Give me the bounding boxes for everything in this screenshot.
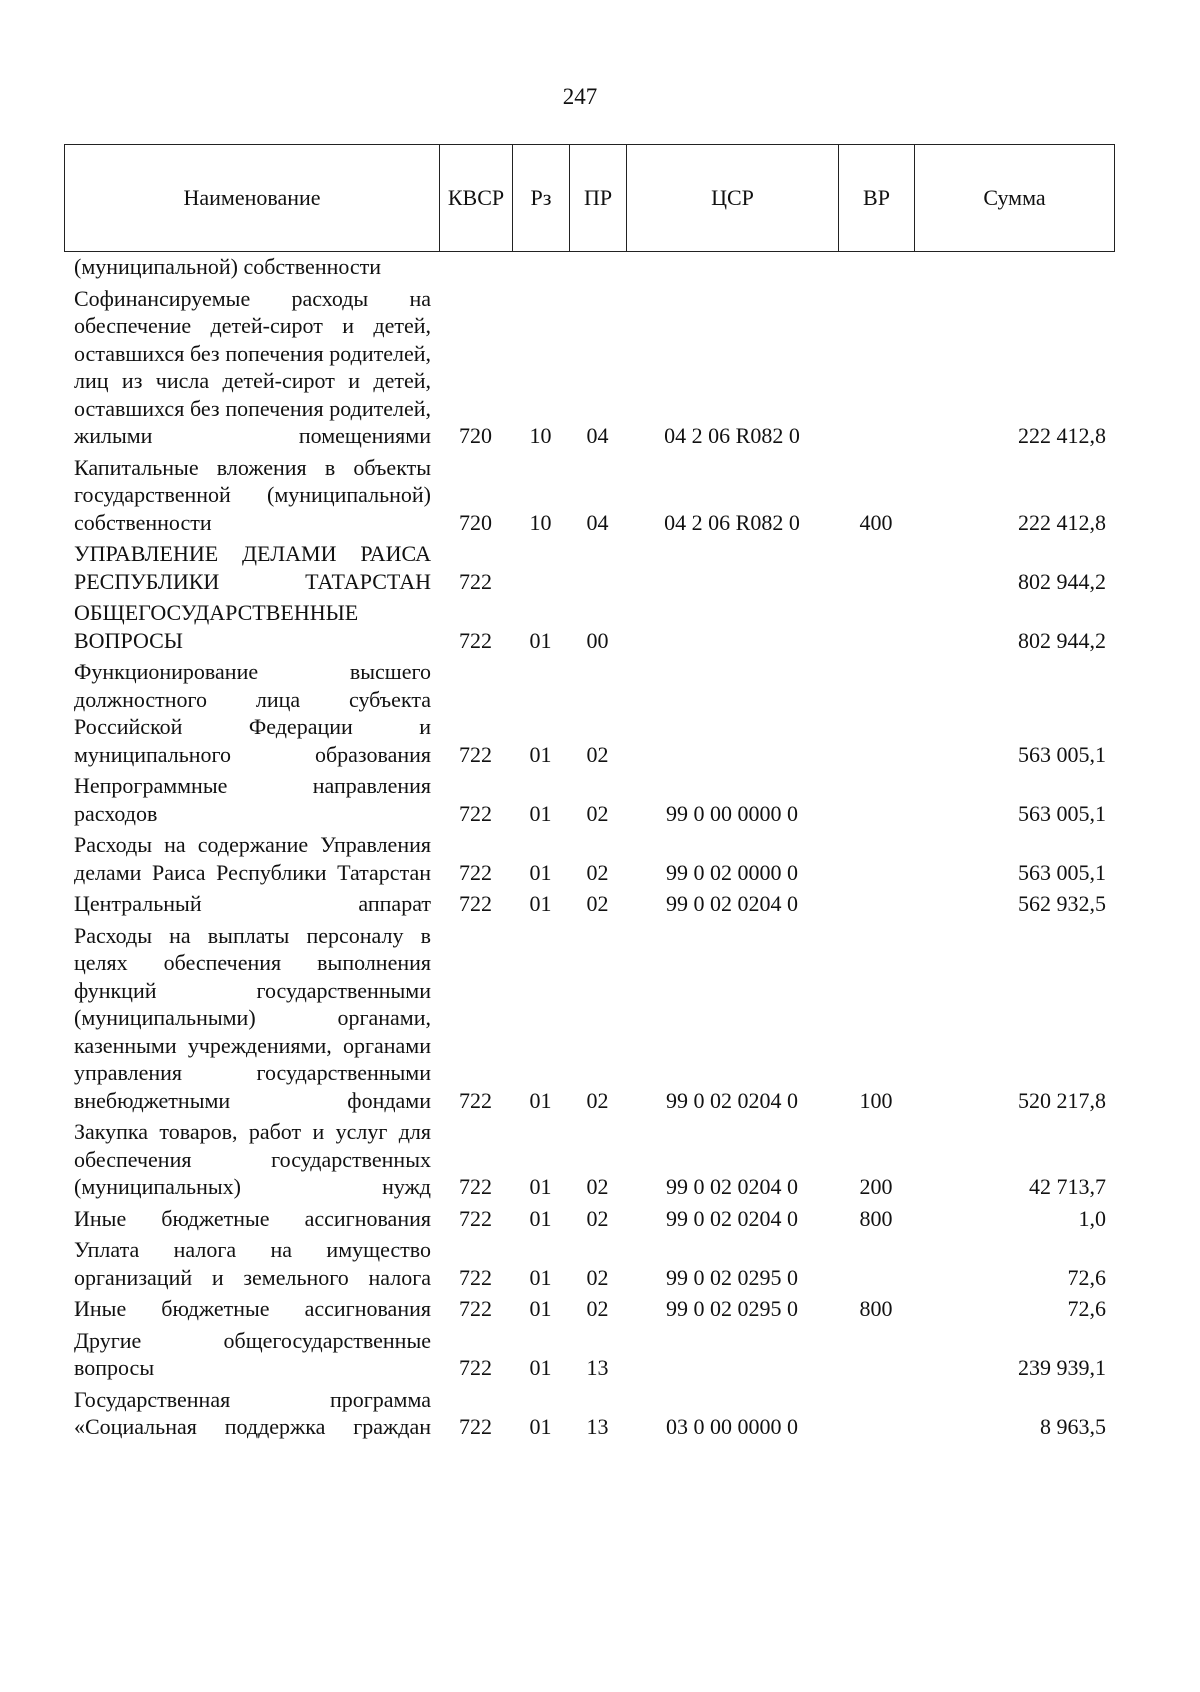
table-row bbox=[64, 918, 1114, 1115]
row-name: Непрограммные направления расходов bbox=[74, 773, 431, 826]
row-pr: 02 bbox=[586, 1087, 609, 1113]
header-name: Наименование bbox=[65, 145, 440, 252]
row-name: ОБЩЕГОСУДАРСТВЕННЫЕ ВОПРОСЫ bbox=[74, 600, 359, 653]
table-row bbox=[64, 768, 1114, 827]
table-row bbox=[64, 1323, 1114, 1382]
row-sum: 1,0 bbox=[1078, 1205, 1106, 1231]
row-rz: 01 bbox=[529, 1296, 552, 1321]
row-pr: 00 bbox=[586, 627, 609, 653]
table-row bbox=[64, 281, 1114, 450]
row-vr bbox=[838, 1232, 914, 1291]
table-row bbox=[64, 536, 1114, 595]
row-rz: 01 bbox=[529, 1414, 552, 1439]
row-pr bbox=[569, 536, 626, 595]
row-kvsr: 722 bbox=[459, 800, 492, 826]
header-csr: ЦСР bbox=[627, 145, 839, 252]
row-csr: 99 0 02 0204 0 bbox=[666, 1087, 798, 1113]
row-rz: 01 bbox=[529, 1264, 552, 1290]
row-vr bbox=[838, 768, 914, 827]
row-sum: 563 005,1 bbox=[1018, 800, 1106, 826]
row-pr: 04 bbox=[586, 423, 609, 448]
row-name: (муниципальной) собственности bbox=[74, 254, 382, 279]
row-csr: 99 0 02 0204 0 bbox=[666, 1205, 798, 1231]
row-rz: 01 bbox=[529, 891, 552, 916]
row-pr: 02 bbox=[586, 859, 609, 885]
row-kvsr bbox=[439, 253, 512, 281]
row-name: Расходы на выплаты персоналу в целях обеспечения выполнения функций государственными (муниципальными) органами, казенными учреждениями, органами управления государственными внебюджетными фондами bbox=[74, 922, 431, 1113]
row-csr: 03 0 00 0000 0 bbox=[666, 1414, 798, 1439]
table-header bbox=[64, 144, 1115, 252]
header-kvsr: КВСР bbox=[440, 145, 513, 252]
row-name: Центральный аппарат bbox=[74, 891, 431, 916]
row-vr bbox=[838, 595, 914, 654]
row-sum: 222 412,8 bbox=[1018, 509, 1106, 535]
row-csr: 04 2 06 R082 0 bbox=[664, 423, 800, 448]
row-rz: 01 bbox=[529, 800, 552, 826]
row-kvsr: 722 bbox=[459, 627, 492, 653]
row-csr bbox=[626, 536, 838, 595]
row-name: Государственная программа «Социальная поддержка граждан bbox=[74, 1386, 431, 1439]
table-row bbox=[64, 827, 1114, 886]
table-row bbox=[64, 1201, 1114, 1233]
row-rz bbox=[512, 253, 569, 281]
row-csr bbox=[626, 253, 838, 281]
row-kvsr: 722 bbox=[459, 1296, 492, 1321]
row-pr: 04 bbox=[586, 509, 609, 535]
row-rz: 10 bbox=[529, 509, 552, 535]
row-vr bbox=[838, 654, 914, 768]
row-sum: 8 963,5 bbox=[1040, 1414, 1106, 1439]
table-row bbox=[64, 595, 1114, 654]
row-kvsr: 720 bbox=[459, 423, 492, 448]
row-rz: 10 bbox=[529, 423, 552, 448]
page-number: 247 bbox=[562, 84, 598, 109]
row-sum: 42 713,7 bbox=[1029, 1174, 1106, 1199]
row-kvsr: 720 bbox=[459, 509, 492, 535]
row-kvsr: 722 bbox=[459, 568, 492, 594]
row-rz: 01 bbox=[529, 1174, 552, 1199]
row-sum: 72,6 bbox=[1067, 1296, 1106, 1321]
table-row bbox=[64, 253, 1114, 281]
table-row bbox=[64, 450, 1114, 537]
row-vr bbox=[838, 281, 914, 450]
row-pr: 13 bbox=[586, 1355, 609, 1380]
row-csr: 99 0 02 0295 0 bbox=[666, 1296, 798, 1321]
row-pr: 02 bbox=[586, 891, 609, 916]
row-pr: 02 bbox=[586, 741, 609, 767]
row-name: Иные бюджетные ассигнования bbox=[74, 1296, 431, 1321]
row-name: Другие общегосударственные вопросы bbox=[74, 1327, 431, 1380]
row-rz: 01 bbox=[529, 1087, 552, 1113]
row-pr: 02 bbox=[586, 800, 609, 826]
header-pr: ПР bbox=[570, 145, 627, 252]
row-kvsr: 722 bbox=[459, 1174, 492, 1199]
row-pr: 02 bbox=[586, 1205, 609, 1231]
table-row bbox=[64, 1382, 1114, 1441]
row-rz: 01 bbox=[529, 859, 552, 885]
row-pr bbox=[569, 253, 626, 281]
table-row bbox=[64, 1114, 1114, 1201]
row-vr bbox=[838, 1382, 914, 1441]
row-rz: 01 bbox=[529, 741, 552, 767]
row-kvsr: 722 bbox=[459, 1205, 492, 1231]
row-sum: 72,6 bbox=[1067, 1264, 1106, 1290]
row-vr: 200 bbox=[859, 1174, 893, 1199]
row-name: Капитальные вложения в объекты государственной (муниципальной) собственности bbox=[74, 454, 431, 535]
row-sum bbox=[914, 253, 1114, 281]
row-name: Функционирование высшего должностного лица субъекта Российской Федерации и муниципального образования bbox=[74, 659, 431, 767]
row-pr: 02 bbox=[586, 1264, 609, 1290]
row-sum: 562 932,5 bbox=[1018, 891, 1106, 916]
row-vr bbox=[838, 886, 914, 918]
row-rz: 01 bbox=[529, 1205, 552, 1231]
row-pr: 02 bbox=[586, 1174, 609, 1199]
row-sum: 563 005,1 bbox=[1018, 741, 1106, 767]
table-row bbox=[64, 1232, 1114, 1291]
row-rz: 01 bbox=[529, 1355, 552, 1380]
row-name: Уплата налога на имущество организаций и земельного налога bbox=[74, 1237, 431, 1290]
row-vr: 800 bbox=[859, 1205, 893, 1231]
row-vr bbox=[838, 536, 914, 595]
row-kvsr: 722 bbox=[459, 741, 492, 767]
row-csr: 99 0 02 0204 0 bbox=[666, 1174, 798, 1199]
row-name: Иные бюджетные ассигнования bbox=[74, 1205, 431, 1231]
row-name: Закупка товаров, работ и услуг для обеспечения государственных (муниципальных) нужд bbox=[74, 1119, 431, 1199]
row-sum: 563 005,1 bbox=[1018, 859, 1106, 885]
budget-table bbox=[64, 253, 1114, 1441]
row-sum: 802 944,2 bbox=[1018, 568, 1106, 594]
row-csr bbox=[626, 595, 838, 654]
row-rz: 01 bbox=[529, 627, 552, 653]
row-vr: 800 bbox=[859, 1296, 893, 1321]
row-vr bbox=[838, 1323, 914, 1382]
row-name: Софинансируемые расходы на обеспечение детей-сирот и детей, оставшихся без попечения родителей, лиц из числа детей-сирот и детей, оставшихся без попечения родителей, жилыми помещениями bbox=[74, 285, 431, 448]
row-csr: 99 0 00 0000 0 bbox=[666, 800, 798, 826]
row-sum: 802 944,2 bbox=[1018, 627, 1106, 653]
table-row bbox=[64, 1291, 1114, 1323]
row-csr: 99 0 02 0204 0 bbox=[666, 891, 798, 916]
row-kvsr: 722 bbox=[459, 859, 492, 885]
row-kvsr: 722 bbox=[459, 1264, 492, 1290]
header-vr: ВР bbox=[839, 145, 915, 252]
row-pr: 13 bbox=[586, 1414, 609, 1439]
table-row bbox=[64, 886, 1114, 918]
table-row bbox=[64, 654, 1114, 768]
row-sum: 239 939,1 bbox=[1018, 1355, 1106, 1380]
row-vr bbox=[838, 827, 914, 886]
row-sum: 520 217,8 bbox=[1018, 1087, 1106, 1113]
row-rz bbox=[512, 536, 569, 595]
row-csr: 99 0 02 0000 0 bbox=[666, 859, 798, 885]
row-vr bbox=[838, 253, 914, 281]
row-vr: 100 bbox=[859, 1087, 893, 1113]
row-kvsr: 722 bbox=[459, 1414, 492, 1439]
row-kvsr: 722 bbox=[459, 1087, 492, 1113]
row-csr: 99 0 02 0295 0 bbox=[666, 1264, 798, 1290]
row-name: Расходы на содержание Управления делами Раиса Республики Татарстан bbox=[74, 832, 431, 885]
row-csr bbox=[626, 1323, 838, 1382]
row-kvsr: 722 bbox=[459, 1355, 492, 1380]
row-sum: 222 412,8 bbox=[1018, 423, 1106, 448]
header-sum: Сумма bbox=[915, 145, 1115, 252]
row-name: УПРАВЛЕНИЕ ДЕЛАМИ РАИСА РЕСПУБЛИКИ ТАТАРСТАН bbox=[74, 541, 431, 594]
row-csr: 04 2 06 R082 0 bbox=[664, 509, 800, 535]
header-rz: Рз bbox=[513, 145, 570, 252]
row-kvsr: 722 bbox=[459, 891, 492, 916]
table-body bbox=[64, 253, 1114, 1441]
row-vr: 400 bbox=[859, 509, 893, 535]
row-pr: 02 bbox=[586, 1296, 609, 1321]
row-csr bbox=[626, 654, 838, 768]
